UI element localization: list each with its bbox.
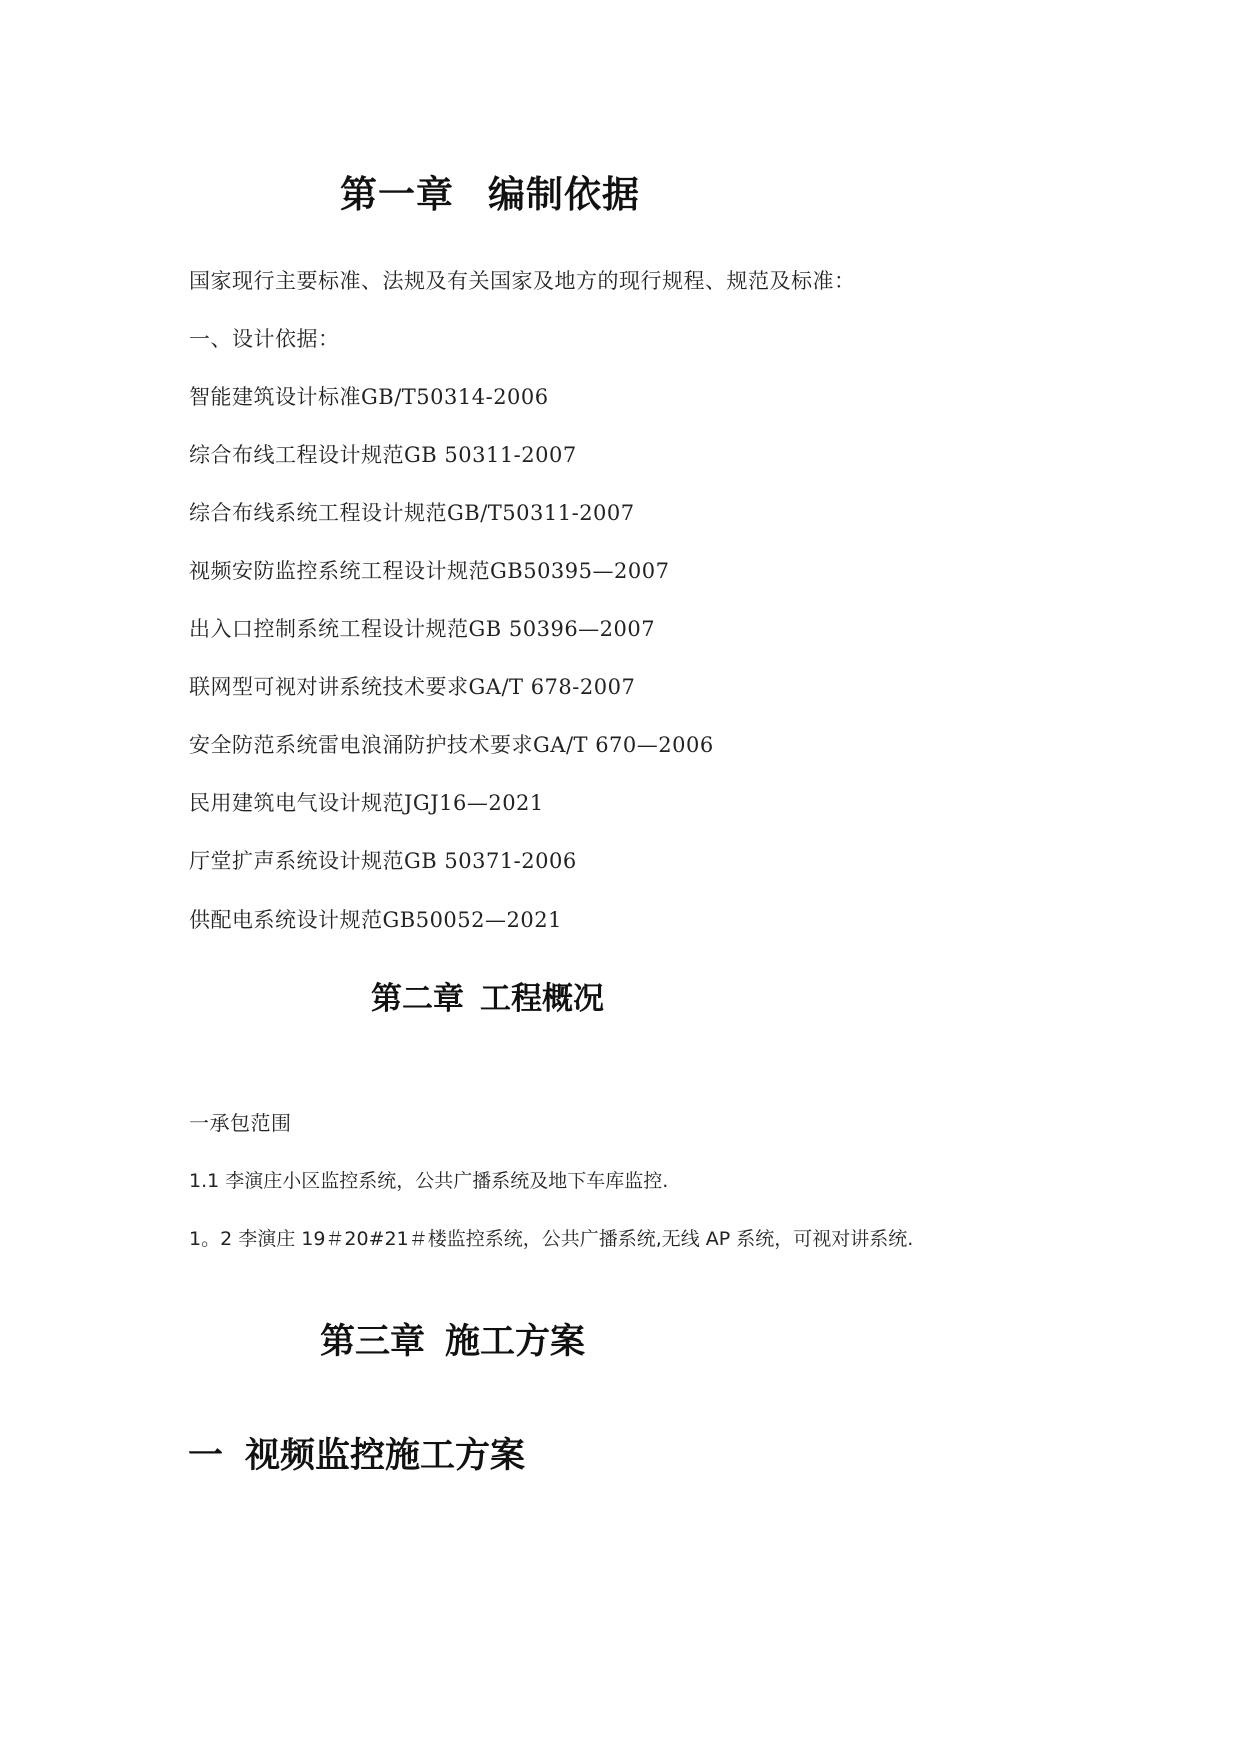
- section-1-number: 一: [188, 1436, 224, 1476]
- chapter-3-number: 第三章: [320, 1322, 426, 1362]
- standard-item: 供配电系统设计规范GB50052—2021: [189, 908, 562, 932]
- standard-item: 安全防范系统雷电浪涌防护技术要求GA/T 670—2006: [189, 733, 714, 757]
- standard-item: 出入口控制系统工程设计规范GB 50396—2007: [189, 617, 656, 641]
- chapter-1-heading: [340, 164, 640, 218]
- scope-item: 1.1 李演庄小区监控系统，公共广播系统及地下车库监控.: [189, 1170, 669, 1192]
- intro-paragraph: 国家现行主要标准、法规及有关国家及地方的现行规程、规范及标准：: [189, 269, 856, 293]
- chapter-3-title: 施工方案: [445, 1322, 586, 1362]
- chapter-2-heading: [371, 973, 604, 1018]
- standard-item: 智能建筑设计标准GB/T50314-2006: [189, 385, 549, 409]
- section-1-title: 视频监控施工方案: [245, 1436, 526, 1476]
- chapter-2-title: 工程概况: [480, 981, 604, 1017]
- standard-item: 视频安防监控系统工程设计规范GB50395—2007: [189, 559, 670, 583]
- chapter-3-heading: [320, 1314, 585, 1364]
- standard-item: 综合布线系统工程设计规范GB/T50311-2007: [189, 501, 635, 525]
- scope-heading: 一承包范围: [189, 1111, 292, 1135]
- standard-item: 联网型可视对讲系统技术要求GA/T 678-2007: [189, 675, 636, 699]
- standard-item: 民用建筑电气设计规范JGJ16—2021: [189, 791, 544, 815]
- design-basis-heading: 一、设计依据：: [189, 327, 340, 351]
- chapter-1-number: 第一章: [340, 173, 454, 216]
- chapter-1-title: 编制依据: [488, 173, 640, 216]
- chapter-2-number: 第二章: [371, 981, 464, 1017]
- standard-item: 厅堂扩声系统设计规范GB 50371-2006: [189, 849, 577, 873]
- standard-item: 综合布线工程设计规范GB 50311-2007: [189, 443, 577, 467]
- scope-item: 1。2 李演庄 19＃20#21＃楼监控系统，公共广播系统,无线 AP 系统，可视对讲系统.: [189, 1228, 914, 1250]
- section-1-heading: [188, 1428, 525, 1478]
